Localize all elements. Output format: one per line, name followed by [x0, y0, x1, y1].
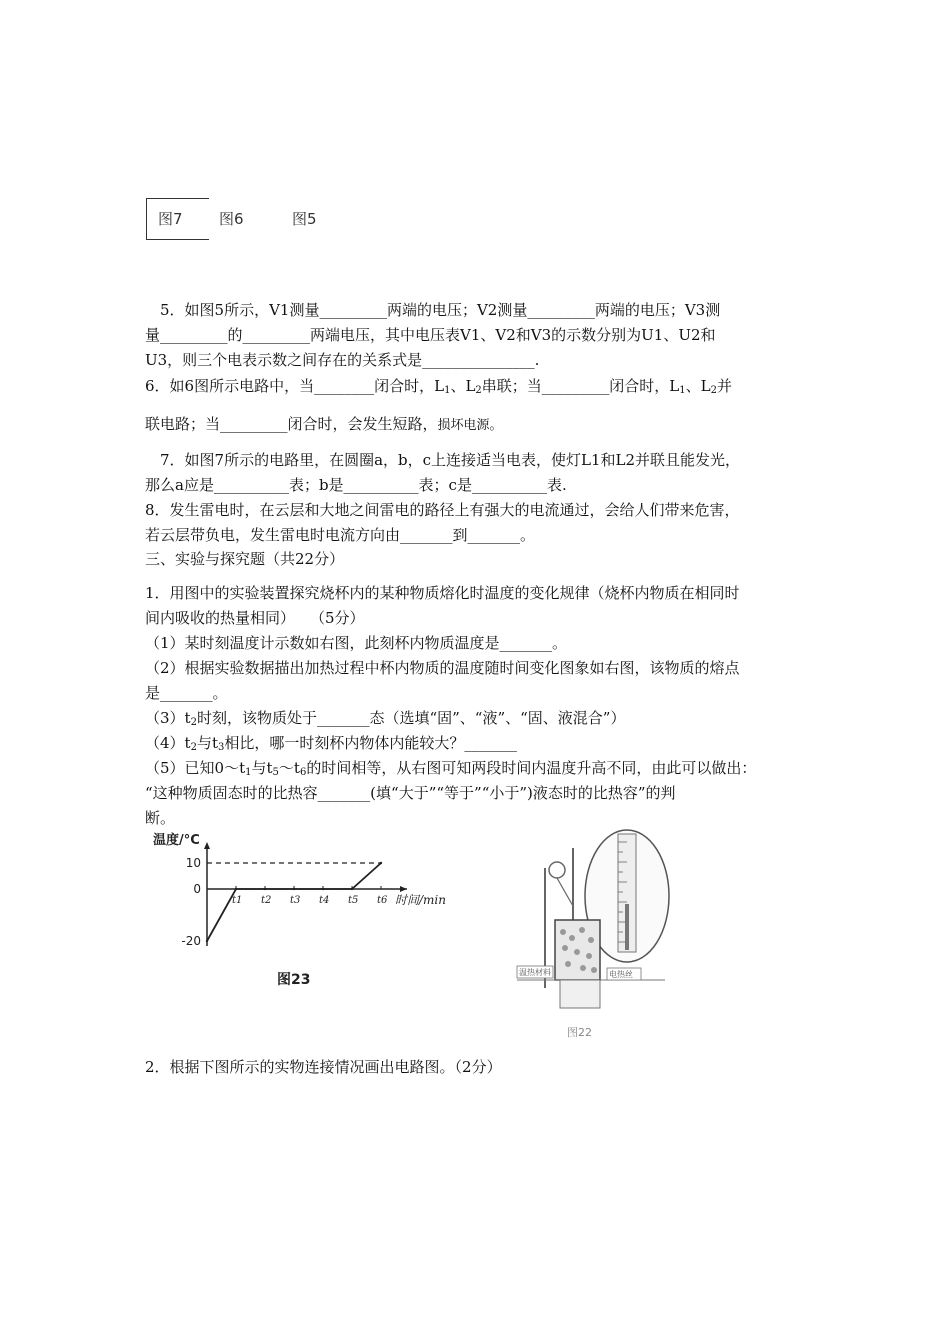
- y-axis-arrow: [204, 842, 210, 849]
- q7-line-2: 那么a应是__________表；b是__________表；c是__________表.: [145, 476, 567, 494]
- y-axis-label: 温度/°C: [153, 833, 200, 848]
- y-tick-label: 0: [193, 882, 201, 896]
- data-point: [322, 888, 324, 890]
- q6-line-2: 联电路；当_________闭合时，会发生短路，损坏电源。: [145, 415, 503, 433]
- x-tick-label: t4: [319, 895, 330, 906]
- exp1-part-5a: （5）已知$0\sim t_1$与$t_5\sim t_6$的时间相等，从右图可知两段时间内温度升高不同，由此可以做出：: [145, 759, 757, 778]
- figure-6-label: 图6: [219, 210, 244, 228]
- y-tick-label: -20: [181, 934, 201, 948]
- x-tick-label: t2: [261, 895, 272, 906]
- exp2-line: 2．根据下图所示的实物连接情况画出电路图。（2分）: [145, 1058, 502, 1076]
- apparatus-figure: [515, 828, 670, 1043]
- apparatus-caption: 图22: [567, 1026, 592, 1039]
- data-point: [235, 888, 237, 890]
- x-axis-arrow: [400, 886, 407, 892]
- exp1-line-1: 1．用图中的实验装置探究烧杯内的某种物质熔化时温度的变化规律（烧杯内物质在相同时: [145, 584, 740, 602]
- exp1-part-2b: 是_______。: [145, 684, 228, 702]
- thermometer-bulb-icon: [549, 862, 565, 878]
- exp1-part-1: （1）某时刻温度计示数如右图，此刻杯内物质温度是_______。: [145, 634, 568, 652]
- label-insulation: 温热材料: [519, 968, 551, 977]
- x-tick-label: t1: [232, 895, 243, 906]
- exp1-part-5c: 断。: [145, 809, 176, 827]
- q5-line-1: 5．如图5所示，V1测量_________两端的电压；V2测量_________两端的电压；V3测: [160, 301, 721, 319]
- exp1-part-2a: （2）根据实验数据描出加热过程中杯内物质的温度随时间变化图象如右图，该物质的熔点: [145, 659, 740, 677]
- exp1-part-3: $(3)t_2$时刻，该物质处于_______态（选填“固”、“液”、“固、液混合”）: [145, 709, 626, 728]
- chart-title: 图23: [277, 972, 311, 988]
- data-point: [351, 888, 353, 890]
- q5-line-3: U3，则三个电表示数之间存在的关系式是_______________.: [145, 351, 540, 369]
- q7-line-1: 7．如图7所示的电路里，在圆圈a，b，c上连接适当电表，使灯L1和L2并联且能发光，: [160, 451, 741, 469]
- thermometer-liquid: [625, 904, 629, 950]
- data-point: [206, 940, 208, 942]
- figure-5-label: 图5: [292, 210, 317, 228]
- q8-line-2: 若云层带负电，发生雷电时电流方向由_______到_______。: [145, 526, 536, 544]
- data-point: [380, 862, 382, 864]
- heater-base: [560, 980, 600, 1008]
- x-axis-label: 时间/min: [395, 893, 446, 907]
- q8-line-1: 8．发生雷电时，在云层和大地之间雷电的路径上有强大的电流通过，会给人们带来危害，: [145, 501, 740, 519]
- x-tick-label: t5: [348, 895, 359, 906]
- label-heating-wire: 电热丝: [609, 970, 633, 979]
- q5-line-2: 量_________的_________两端电压，其中电压表V1、V2和V3的示数分别为U1、U2和: [145, 326, 716, 344]
- data-point: [293, 888, 295, 890]
- q6-line-1: 6．如6图所示电路中，当________闭合时，$L_1$、$L_2$串联；当_________闭合时，$L_1$、$L_2$并: [145, 377, 732, 396]
- exp1-part-4: $(4)t_2$与$t_3$相比，哪一时刻杯内物体内能较大？_______: [145, 734, 517, 753]
- temperature-time-chart: [145, 828, 465, 998]
- exp1-line-2: 间内吸收的热量相同） （5分）: [145, 609, 365, 627]
- exp1-part-5b: “这种物质固态时的比热容_______(填“大于”“等于”“小于”)液态时的比热容”的判: [145, 784, 676, 802]
- x-tick-label: t6: [377, 895, 388, 906]
- section-3-heading: 三、实验与探究题（共22分）: [145, 550, 345, 568]
- figure-7-label: 图7: [158, 210, 183, 228]
- y-tick-label: 10: [185, 856, 201, 870]
- x-tick-label: t3: [290, 895, 301, 906]
- data-point: [264, 888, 266, 890]
